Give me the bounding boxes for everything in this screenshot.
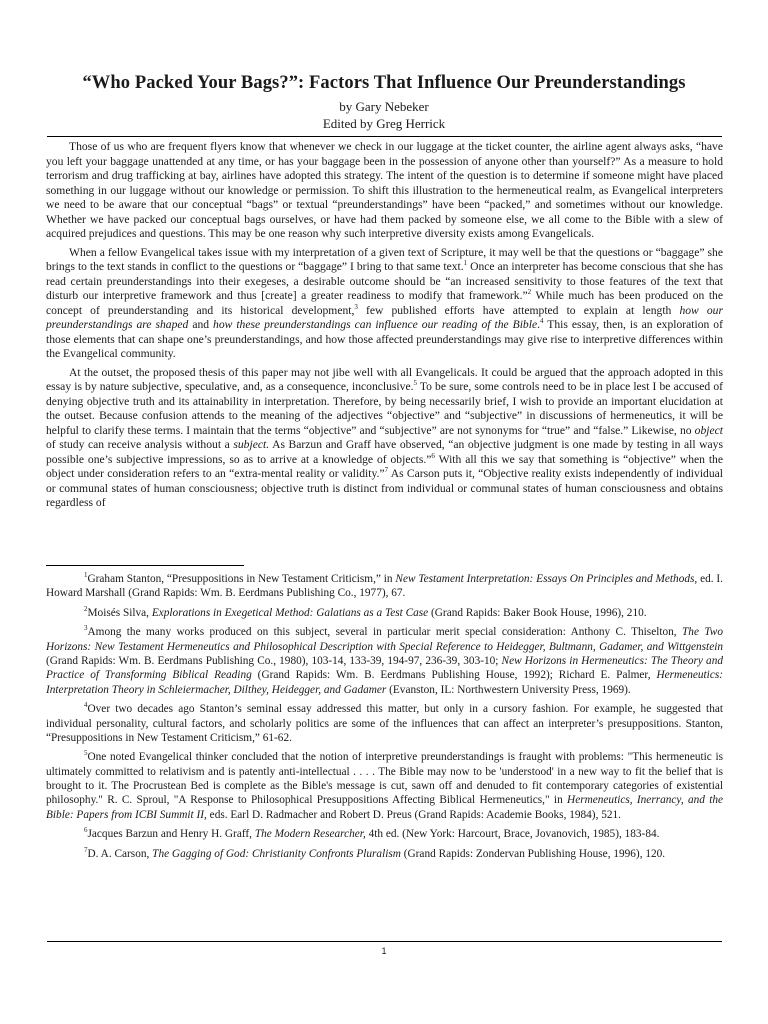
editor-line: Edited by Greg Herrick bbox=[322, 116, 446, 131]
footnote-ref: 1 bbox=[463, 259, 468, 268]
footnote-3: $^3$Among the many works produced on this subject, several in particular merit special consideration: Anthony C. Thiselton, The Two Horizons: New Testament Hermeneutics and Philosophical Description with Special Reference to Heidegger, Bultmann, Gadamer, and Wittgenstein (Grand Rapids: Wm. B. Eerdmans Publishing Co., 1980), 103-14, 133-39, 194-97, 236-39, 303-10; New Horizons in Hermeneutics: The Theory and Practice of Transforming Biblical Reading (Grand Rapids: Wm. B. Eerdmans Publishing House, 1992); Richard E. Palmer, Hermeneutics: Interpretation Theory in Schleiermacher, Dilthey, Heidegger, and Gadamer (Evanston, IL: Northwestern University Press, 1969). bbox=[46, 624, 723, 696]
paragraph-1: Those of us who are frequent flyers know that whenever we check in our luggage at the ticket counter, the airline agent always asks, “have you left your baggage unattended at any time, or has your baggage been in the possession of anyone other than yourself?” As a measure to hold terrorism and drug trafficking at bay, airlines have adopted this strategy. The intent of the question is to determine if someone might have placed something in our luggage without our knowledge or permission. To shift this illustration to the hermeneutical realm, as Evangelical interpreters we need to be aware that our conceptual “bags” or textual “preunderstandings” have been “packed,” and sometimes without our knowledge. Whether we have packed our conceptual bags ourselves, or have had them packed by someone else, we all come to the Bible with a slew of acquired prejudices and questions. This may be one reason why such interpretive diversity exists among Evangelicals. bbox=[46, 140, 723, 240]
paragraph-2: When a fellow Evangelical takes issue with my interpretation of a given text of Scripture, it may well be that the questions or “baggage” she brings to the text stands in conflict to the questions or “baggage” I bring to that same text.$^1$ Once an interpreter has become conscious that she has read certain preunderstandings into their exegeses, a desirable outcome should be “an increased sensitivity to those features of the text that disturb our interpretive framework and thus [create] a greater readiness to modify that framework.”$^2$ While much has been produced on the concept of preunderstanding and its historical development,$^3$ few published efforts have attempted to explain at length how our preunderstandings are shaped and how these preunderstandings can influence our reading of the Bible.$^4$ This essay, then, is an exploration of those elements that can shape one’s preunderstandings, and how those affected preunderstandings may give rise to interpretive differences within the Evangelical community. bbox=[46, 245, 724, 360]
footnote-ref: 4 bbox=[540, 317, 544, 326]
footnote-5: $^5$One noted Evangelical thinker concluded that the notion of interpretive preunderstandings is fraught with problems: "This hermeneutic is ultimately committed to relativism and is patently anti-intellectual . . . . The Bible may now to be 'understood' in a new way to fit the belief that is brought to it. The Procrustean Bed is complete as the Bible's message is cut, sawn off and denuded to fit contemporary categories of existential philosophy." R. C. Sproul, "A Response to Philosophical Presuppositions Affecting Biblical Hermeneutics," in Hermeneutics, Inerrancy, and the Bible: Papers from ICBI Summit II, eds. Earl D. Radmacher and Robert D. Preus (Grand Rapids: Academie Books, 1984), 521. bbox=[46, 749, 723, 821]
body-text bbox=[46, 140, 723, 511]
footnote-ref: 3 bbox=[354, 302, 358, 311]
footnote-6: $^6$Jacques Barzun and Henry H. Graff, The Modern Researcher, 4th ed. (New York: Harcourt, Brace, Jovanovich, 1985), 183-84. bbox=[84, 826, 660, 841]
footnote-ref: 5 bbox=[413, 379, 417, 388]
header-rule bbox=[47, 136, 722, 137]
footnote-ref: 6 bbox=[431, 451, 435, 460]
footer-rule bbox=[47, 941, 722, 942]
footnote-2: $^2$Moisés Silva, Explorations in Exegetical Method: Galatians as a Test Case (Grand Rapids: Baker Book House, 1996), 210. bbox=[84, 605, 647, 619]
footnote-ref: 2 bbox=[527, 288, 532, 297]
footnote-4: $^4$Over two decades ago Stanton’s seminal essay addressed this matter, but only in a cursory fashion. For example, he suggested that individual personality, cultural factors, and scholarly politics are some of the influences that can affect an interpreter’s presuppositions. Stanton, “Presuppositions in New Testament Criticism,” 61-62. bbox=[46, 701, 723, 744]
footnote-1: $^1$Graham Stanton, “Presuppositions in New Testament Criticism,” in New Testament Interpretation: Essays On Principles and Methods, ed. I. Howard Marshall (Grand Rapids: Wm. B. Eerdmans Publishing Co., 1977), 67. bbox=[46, 571, 723, 600]
footnotes bbox=[46, 572, 723, 866]
document-title: “Who Packed Your Bags?”: Factors That Influence Our Preunderstandings bbox=[82, 73, 686, 93]
paragraph-3: At the outset, the proposed thesis of this paper may not jibe well with all Evangelicals. It could be argued that the approach adopted in this essay is by nature subjective, speculative, and, as a consequence, inconclusive.$^5$ To be sure, some controls need to be in place lest I be accused of denying objective truth and its attainability in interpretation. Therefore, by being necessarily brief, I wish to provide an important elucidation at the outset. Because confusion attends to the meaning of the adjectives “objective” and “subjective” in discussions of hermeneutics, it will be helpful to clarify these terms. I maintain that the terms “objective” and “subjective” are not synonyms for “true” and “false.” Likewise, no object of study can receive analysis without a subject. As Barzun and Graff have observed, “an objective judgment is one made by testing in all ways possible one’s subjective impressions, so as to arrive at a knowledge of objects.”$^6$ With all this we say that something is “objective” when the object under consideration refers to an “extra-mental reality or validity.”$^7$ As Carson puts it, “Objective reality exists independently of individual or communal states of human consciousness; objective truth is distinct from individual or communal states of human consciousness and obtains regardless of bbox=[46, 365, 724, 509]
author-line: by Gary Nebeker bbox=[339, 99, 429, 114]
page-number: 1 bbox=[381, 946, 387, 956]
footnote-7: $^7$D. A. Carson, The Gagging of God: Christianity Confronts Pluralism (Grand Rapids: Zondervan Publishing House, 1996), 120. bbox=[84, 846, 666, 860]
footnote-ref: 7 bbox=[384, 466, 389, 475]
footnote-separator bbox=[46, 565, 244, 566]
